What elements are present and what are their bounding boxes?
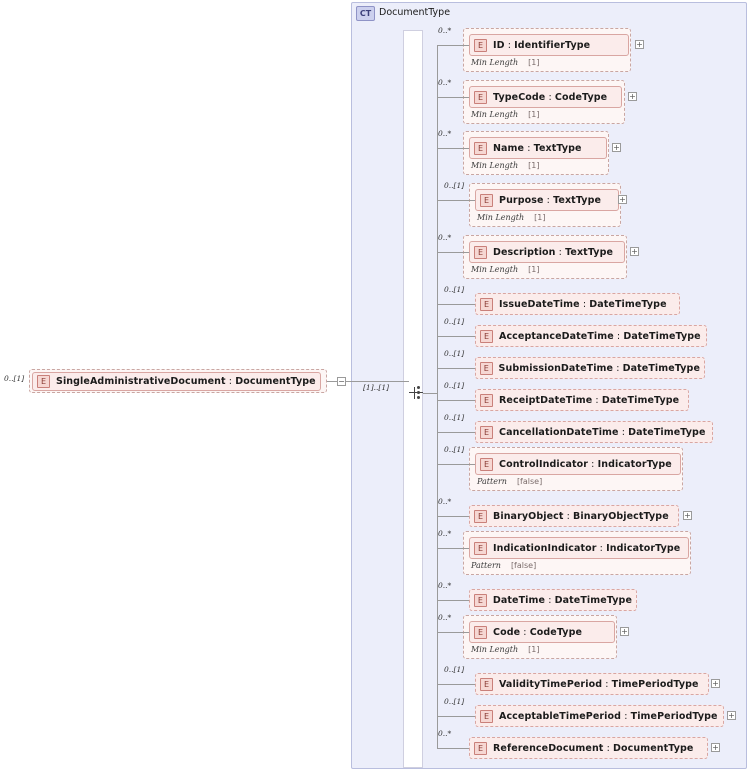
occurrence-label: 0..[1] xyxy=(444,285,465,294)
element-label: DateTime : DateTimeType xyxy=(492,594,632,606)
connector-trunk xyxy=(437,45,438,748)
facet-name: Min Length xyxy=(471,110,519,119)
element-label: ControlIndicator : IndicatorType xyxy=(499,458,672,470)
root-connector-cardinality: [1]..[1] xyxy=(363,383,390,392)
occurrence-label: 0..[1] xyxy=(444,381,465,390)
element-icon: E xyxy=(480,330,493,343)
element-node[interactable] xyxy=(469,737,708,759)
facet-row xyxy=(471,161,539,170)
element-icon: E xyxy=(474,542,487,555)
connector-line xyxy=(437,200,475,201)
expand-toggle[interactable]: + xyxy=(629,92,636,101)
element-node[interactable] xyxy=(469,34,629,56)
element-node[interactable] xyxy=(469,589,637,611)
collapse-toggle[interactable]: − xyxy=(338,377,345,386)
connector-line xyxy=(437,684,475,685)
expand-toggle[interactable]: + xyxy=(621,627,628,636)
element-node[interactable] xyxy=(475,293,680,315)
element-label: BinaryObject : BinaryObjectType xyxy=(493,510,669,522)
expand-toggle[interactable]: + xyxy=(631,247,638,256)
facet-value: [false] xyxy=(516,477,543,486)
element-node[interactable] xyxy=(469,505,679,527)
facet-name: Min Length xyxy=(471,265,519,274)
facet-value: [1] xyxy=(528,110,540,119)
facet-value: [1] xyxy=(528,161,540,170)
facet-name: Min Length xyxy=(471,645,519,654)
facet-row xyxy=(471,561,536,570)
element-node[interactable] xyxy=(475,673,709,695)
connector-line xyxy=(437,252,469,253)
element-node[interactable] xyxy=(475,189,619,211)
element-node[interactable] xyxy=(475,421,713,443)
expand-toggle[interactable]: + xyxy=(712,743,719,752)
element-label: SubmissionDateTime : DateTimeType xyxy=(498,362,700,374)
element-label: ID : IdentifierType xyxy=(493,39,591,51)
element-icon: E xyxy=(480,298,493,311)
connector-line xyxy=(437,304,475,305)
occurrence-label: 0..[1] xyxy=(444,697,465,706)
expand-toggle[interactable]: + xyxy=(728,711,735,720)
connector-line xyxy=(437,45,469,46)
expand-toggle[interactable]: + xyxy=(636,40,643,49)
occurrence-label: 0..* xyxy=(438,497,452,506)
facet-value: [1] xyxy=(534,213,546,222)
element-label: IssueDateTime : DateTimeType xyxy=(499,298,667,310)
element-node[interactable] xyxy=(469,537,689,559)
element-label: ReceiptDateTime : DateTimeType xyxy=(499,394,680,406)
element-node[interactable] xyxy=(475,325,707,347)
element-node[interactable] xyxy=(475,357,705,379)
facet-name: Min Length xyxy=(477,213,525,222)
element-icon: E xyxy=(474,594,487,607)
connector-line xyxy=(437,464,475,465)
element-label: ReferenceDocument : DocumentType xyxy=(493,742,694,754)
occurrence-label: 0..* xyxy=(438,529,452,538)
expand-toggle[interactable]: + xyxy=(613,143,620,152)
occurrence-label: 0..[1] xyxy=(444,445,465,454)
root-element-label: SingleAdministrativeDocument : DocumentType xyxy=(56,376,316,387)
connector-line xyxy=(437,97,469,98)
element-label: Code : CodeType xyxy=(493,626,583,638)
connector-line xyxy=(437,748,469,749)
facet-name: Pattern xyxy=(471,561,501,570)
element-label: TypeCode : CodeType xyxy=(493,91,608,103)
element-label: Purpose : TextType xyxy=(499,194,602,206)
facet-row xyxy=(471,110,539,119)
root-occurrence: 0..[1] xyxy=(4,374,25,383)
element-node[interactable] xyxy=(469,621,615,643)
element-icon: E xyxy=(37,375,50,388)
element-icon: E xyxy=(480,362,493,375)
element-icon: E xyxy=(474,142,487,155)
connector-line xyxy=(346,381,409,382)
element-icon: E xyxy=(480,194,493,207)
occurrence-label: 0..[1] xyxy=(444,413,465,422)
element-label: Name : TextType xyxy=(493,142,582,154)
connector-line xyxy=(437,432,475,433)
element-icon: E xyxy=(480,458,493,471)
occurrence-label: 0..[1] xyxy=(444,181,465,190)
expand-toggle[interactable]: + xyxy=(712,679,719,688)
facet-row xyxy=(471,265,539,274)
element-icon: E xyxy=(474,742,487,755)
occurrence-label: 0..* xyxy=(438,233,452,242)
sequence-icon xyxy=(409,386,423,400)
connector-line xyxy=(437,336,475,337)
element-icon: E xyxy=(480,426,493,439)
facet-value: [1] xyxy=(528,645,540,654)
connector-line xyxy=(423,393,437,394)
facet-name: Min Length xyxy=(471,58,519,67)
element-label: CancellationDateTime : DateTimeType xyxy=(499,426,706,438)
facet-name: Min Length xyxy=(471,161,519,170)
element-label: IndicationIndicator : IndicatorType xyxy=(493,542,681,554)
connector-line xyxy=(437,548,469,549)
facet-row xyxy=(471,645,539,654)
expand-toggle[interactable]: + xyxy=(619,195,626,204)
element-node[interactable] xyxy=(469,86,622,108)
element-icon: E xyxy=(474,39,487,52)
facet-value: [1] xyxy=(528,265,540,274)
element-node[interactable] xyxy=(469,137,607,159)
connector-line xyxy=(437,400,475,401)
facet-name: Pattern xyxy=(477,477,507,486)
element-node[interactable] xyxy=(469,241,625,263)
connector-line xyxy=(437,600,469,601)
connector-line xyxy=(437,632,469,633)
complex-type-badge: CT xyxy=(356,6,375,21)
element-node[interactable] xyxy=(475,705,724,727)
element-icon: E xyxy=(474,246,487,259)
element-label: AcceptableTimePeriod : TimePeriodType xyxy=(499,710,718,722)
occurrence-label: 0..* xyxy=(438,129,452,138)
facet-row xyxy=(471,58,539,67)
element-label: ValidityTimePeriod : TimePeriodType xyxy=(499,678,699,690)
root-element-node[interactable] xyxy=(32,372,321,391)
expand-toggle[interactable]: + xyxy=(684,511,691,520)
element-label: AcceptanceDateTime : DateTimeType xyxy=(499,330,701,342)
element-icon: E xyxy=(480,394,493,407)
occurrence-label: 0..[1] xyxy=(444,665,465,674)
occurrence-label: 0..* xyxy=(438,613,452,622)
facet-row xyxy=(477,477,542,486)
connector-line xyxy=(327,381,337,382)
facet-value: [false] xyxy=(510,561,537,570)
occurrence-label: 0..* xyxy=(438,26,452,35)
element-label: Description : TextType xyxy=(493,246,614,258)
occurrence-label: 0..[1] xyxy=(444,317,465,326)
element-icon: E xyxy=(480,710,493,723)
facet-row xyxy=(477,213,545,222)
connector-line xyxy=(437,148,469,149)
element-icon: E xyxy=(474,91,487,104)
element-icon: E xyxy=(474,510,487,523)
occurrence-label: 0..[1] xyxy=(444,349,465,358)
element-node[interactable] xyxy=(475,453,681,475)
connector-line xyxy=(437,716,475,717)
element-node[interactable] xyxy=(475,389,689,411)
element-icon: E xyxy=(474,626,487,639)
connector-line xyxy=(437,368,475,369)
occurrence-label: 0..* xyxy=(438,729,452,738)
element-icon: E xyxy=(480,678,493,691)
occurrence-label: 0..* xyxy=(438,78,452,87)
complex-type-title: DocumentType xyxy=(379,7,451,18)
connector-line xyxy=(437,516,469,517)
facet-value: [1] xyxy=(528,58,540,67)
occurrence-label: 0..* xyxy=(438,581,452,590)
